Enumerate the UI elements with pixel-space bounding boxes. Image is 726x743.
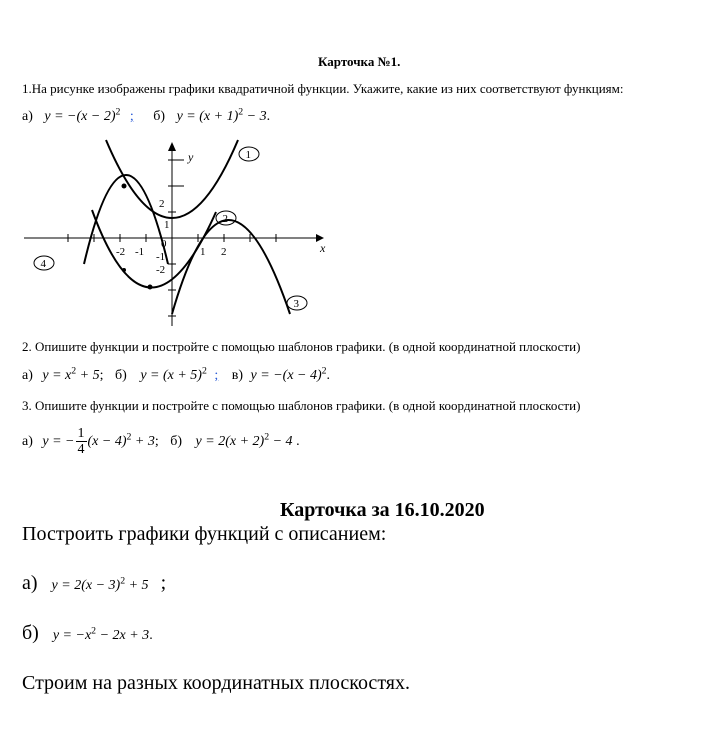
task3-text: 3. Опишите функции и постройте с помощью шаблонов графики. (в одной координатной плоскости) <box>22 398 581 413</box>
vertex-dot <box>122 184 127 189</box>
tick-x-neg2: -2 <box>116 246 126 258</box>
card2-title: Карточка за 16.10.2020 <box>280 499 485 521</box>
card2-instruction: Построить графики функций с описанием: <box>22 523 387 545</box>
svg-text:3: 3 <box>293 298 299 310</box>
tick-y-neg1: -1 <box>156 251 166 263</box>
task3-end: . <box>296 434 300 450</box>
task3-options: а) y = − $\frac{1}{4}$ $(x - 4)^2 + 3$; б) $y = 2(x + 2)^2 - 4$ . <box>22 426 300 458</box>
task1-end: . <box>266 109 271 124</box>
parabola-4 <box>92 210 216 288</box>
task2-a-formula: $y = x^2 + 5$ <box>42 365 100 383</box>
svg-text:4: 4 <box>40 258 46 270</box>
card2-a-label: а) <box>22 572 38 594</box>
svg-text:2: 2 <box>222 213 228 225</box>
task1-options <box>22 106 271 125</box>
task1-b-label: б) <box>153 109 166 124</box>
card2-a-sep: ; <box>160 572 167 594</box>
svg-text:1: 1 <box>245 149 251 161</box>
task3-a-formula: y = − $\frac{1}{4}$ $(x - 4)^2 + 3$ <box>42 426 155 458</box>
curve-label-3 <box>287 296 307 310</box>
card2-option-a <box>22 572 166 595</box>
tick-x-neg1: -1 <box>135 246 145 258</box>
curve-label-4 <box>34 256 54 270</box>
y-axis-label: y <box>188 150 194 164</box>
vertex-dot <box>148 285 153 290</box>
tick-origin: 0 <box>161 238 167 250</box>
tick-y-neg2: -2 <box>156 264 166 276</box>
task2-b-sep: ; <box>214 368 219 383</box>
curve-label-1 <box>239 147 259 161</box>
task3-a-label: а) <box>22 434 33 450</box>
task2-end: . <box>326 368 331 383</box>
card2-option-b <box>22 622 153 645</box>
tick-y-1: 1 <box>164 219 170 231</box>
fraction: $\frac{1}{4}$ <box>77 426 85 458</box>
point-dot <box>122 268 126 272</box>
task2-text: 2. Опишите функции и постройте с помощью шаблонов графики. (в одной координатной плоскости) <box>22 339 581 354</box>
task1-a-sep: ; <box>129 109 134 124</box>
card2-b-formula: $y = -x^2 - 2x + 3$ <box>52 625 150 643</box>
task1-a-label: а) <box>22 109 33 124</box>
task2-b-formula: $y = (x + 5)^2$ <box>140 365 207 383</box>
task2-c-formula: $y = -(x - 4)^2$ <box>250 365 327 383</box>
task1-text: 1.На рисунке изображены графики квадратичной функции. Укажите, какие из них соответствуют функциям: <box>22 81 624 96</box>
task1-a-formula: $y = -(x - 2)^2$ <box>44 106 121 124</box>
card2-note: Строим на разных координатных плоскостях. <box>22 672 410 694</box>
task2-c-label: в) <box>231 368 244 383</box>
parabola-graph <box>22 136 334 332</box>
task1-b-formula: $y = (x + 1)^2 - 3$ <box>176 106 267 124</box>
card2-b-end: . <box>149 628 153 643</box>
x-axis-label: x <box>320 241 326 255</box>
tick-x-2: 2 <box>221 246 227 258</box>
tick-y-2: 2 <box>159 198 165 210</box>
card1-title: Карточка №1. <box>318 54 401 69</box>
curve-label-2 <box>216 211 236 225</box>
y-axis-arrow <box>168 142 176 151</box>
tick-x-1: 1 <box>200 246 206 258</box>
task2-a-label: а) <box>22 368 33 383</box>
task3-b-label: б) <box>170 434 183 450</box>
task2-options: а) $y = x^2 + 5$; б) $y = (x + 5)^2$ ; в) $y = -(x - 4)^2$. <box>22 365 331 383</box>
task2-b-label: б) <box>115 368 127 383</box>
card2-b-label: б) <box>22 622 39 644</box>
task3-b-formula: $y = 2(x + 2)^2 - 4$ <box>195 431 293 450</box>
parabola-3 <box>172 220 290 314</box>
card2-a-formula: $y = 2(x - 3)^2 + 5$ <box>51 575 149 593</box>
